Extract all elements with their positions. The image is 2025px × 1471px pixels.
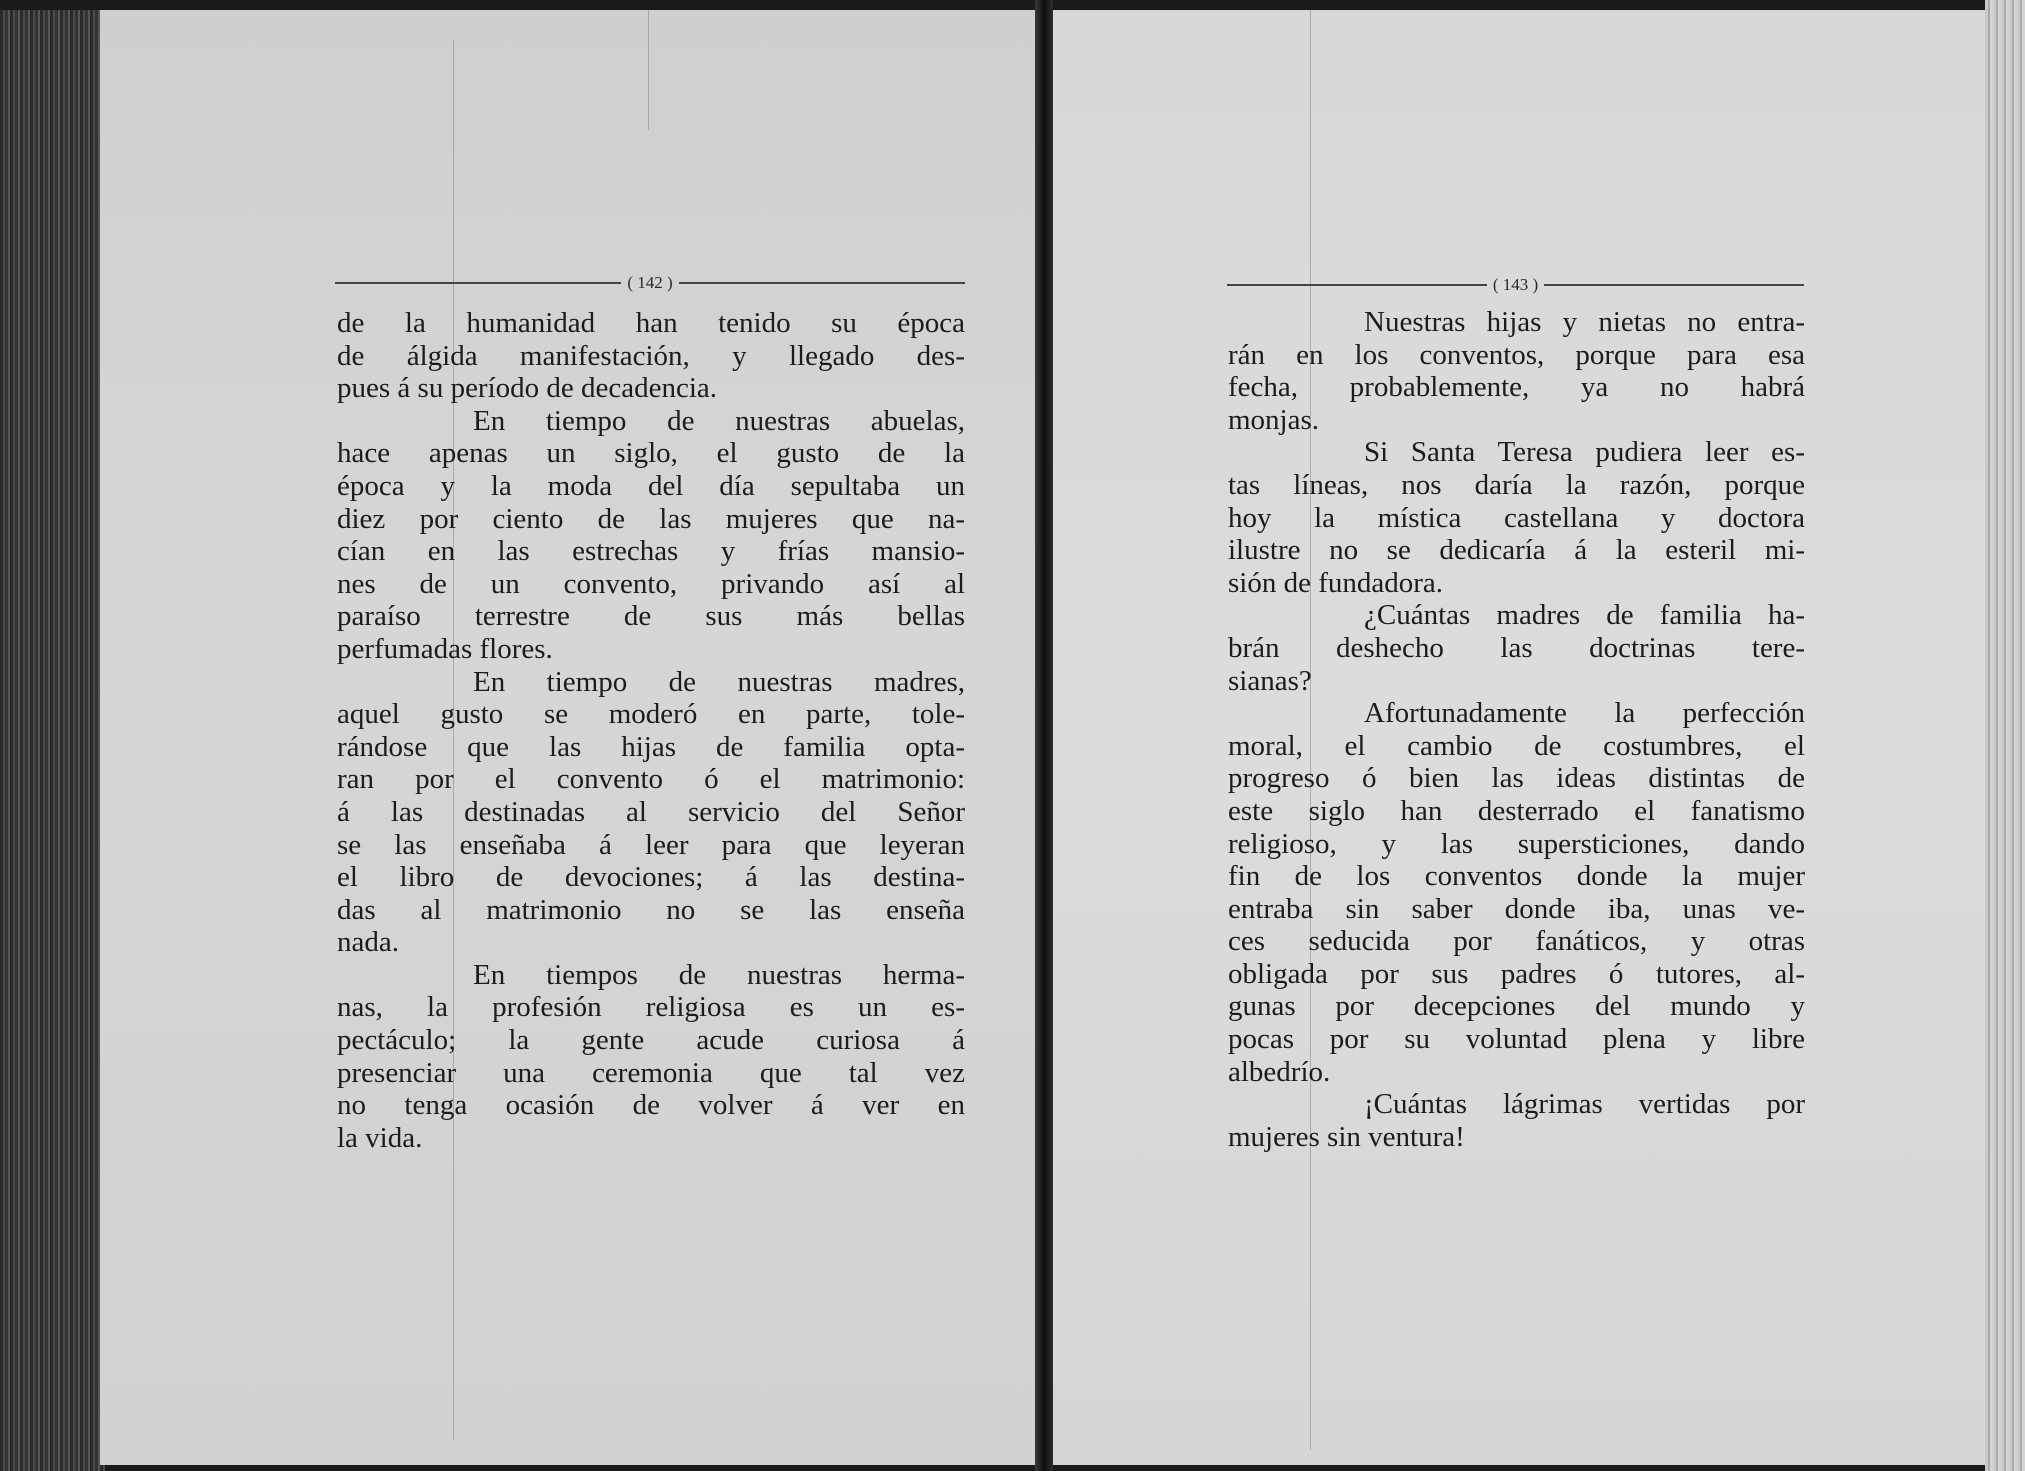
text-line: En tiempo de nuestras abuelas,	[473, 404, 965, 437]
text-line: ilustre no se dedicaría á la esteril mi-	[1228, 534, 1805, 567]
text-line: En tiempos de nuestras herma-	[473, 958, 965, 991]
text-line: el libro de devociones; á las destina-	[337, 861, 965, 894]
text-line: fecha, probablemente, ya no habrá	[1228, 371, 1805, 404]
text-line: Nuestras hijas y nietas no entra-	[1364, 306, 1805, 338]
book-gutter	[1035, 0, 1053, 1471]
right-page-body	[1228, 306, 1805, 1153]
page-number: ( 142 )	[627, 273, 673, 292]
right-page-header	[1227, 270, 1804, 300]
text-line: pues á su período de decadencia.	[337, 372, 718, 405]
text-line: perfumadas flores.	[337, 632, 553, 665]
text-line: pectáculo; la gente acude curiosa á	[337, 1024, 965, 1057]
page-number: ( 143 )	[1492, 275, 1539, 294]
text-line: de la humanidad han tenido su época	[337, 307, 965, 339]
text-line: aquel gusto se moderó en parte, tole-	[337, 698, 965, 731]
right-page	[1053, 10, 1988, 1465]
left-page	[100, 10, 1035, 1465]
header-rule-right	[679, 282, 965, 284]
text-line: presenciar una ceremonia que tal vez	[337, 1056, 965, 1089]
text-line: mujeres sin ventura!	[1228, 1120, 1465, 1153]
text-line: religioso, y las supersticiones, dando	[1228, 827, 1805, 860]
left-page-body	[337, 307, 965, 1154]
text-line: sianas?	[1228, 664, 1312, 697]
book-edge-left	[0, 10, 105, 1471]
text-line: gunas por decepciones del mundo y	[1228, 990, 1805, 1023]
text-line: progreso ó bien las ideas distintas de	[1228, 762, 1805, 795]
text-line: rán en los conventos, porque para esa	[1228, 338, 1805, 371]
text-line: época y la moda del día sepultaba un	[337, 469, 965, 502]
text-line: albedrío.	[1228, 1055, 1331, 1088]
text-line: brán deshecho las doctrinas tere-	[1228, 631, 1805, 664]
text-line: das al matrimonio no se las enseña	[337, 893, 965, 926]
text-line: hoy la mística castellana y doctora	[1228, 501, 1805, 534]
text-line: entraba sin saber donde iba, unas ve-	[1228, 892, 1805, 925]
text-line: se las enseñaba á leer para que leyeran	[337, 828, 965, 861]
text-line: de álgida manifestación, y llegado des-	[337, 339, 965, 372]
text-line: hace apenas un siglo, el gusto de la	[337, 437, 965, 470]
text-line: cían en las estrechas y frías mansio-	[337, 535, 965, 568]
text-line: la vida.	[337, 1121, 423, 1154]
left-page-header	[335, 268, 965, 298]
text-line: rándose que las hijas de familia opta-	[337, 730, 965, 763]
text-line: moral, el cambio de costumbres, el	[1228, 729, 1805, 762]
header-rule-left	[335, 282, 621, 284]
text-line: En tiempo de nuestras madres,	[473, 665, 965, 698]
text-line: no tenga ocasión de volver á ver en	[337, 1089, 965, 1122]
text-line: á las destinadas al servicio del Señor	[337, 795, 965, 828]
text-line: ¡Cuántas lágrimas vertidas por	[1364, 1088, 1805, 1121]
text-line: nada.	[337, 926, 399, 959]
text-line: tas líneas, nos daría la razón, porque	[1228, 468, 1805, 501]
text-line: Si Santa Teresa pudiera leer es-	[1364, 436, 1805, 469]
text-line: pocas por su voluntad plena y libre	[1228, 1023, 1805, 1056]
text-line: ces seducida por fanáticos, y otras	[1228, 925, 1805, 958]
text-line: ¿Cuántas madres de familia ha-	[1364, 599, 1805, 632]
header-rule-left	[1227, 284, 1487, 286]
text-line: nes de un convento, privando así al	[337, 567, 965, 600]
text-line: obligada por sus padres ó tutores, al-	[1228, 957, 1805, 990]
text-line: sión de fundadora.	[1228, 566, 1444, 599]
text-line: Afortunadamente la perfección	[1364, 697, 1805, 730]
text-line: fin de los conventos donde la mujer	[1228, 860, 1805, 893]
text-line: ran por el convento ó el matrimonio:	[337, 763, 965, 796]
paper-fold-line	[648, 10, 649, 130]
text-line: paraíso terrestre de sus más bellas	[337, 600, 965, 633]
text-line: diez por ciento de las mujeres que na-	[337, 502, 965, 535]
text-line: monjas.	[1228, 403, 1320, 436]
book-edge-right	[1985, 0, 2025, 1471]
header-rule-right	[1544, 284, 1804, 286]
text-line: nas, la profesión religiosa es un es-	[337, 991, 965, 1024]
text-line: este siglo han desterrado el fanatismo	[1228, 794, 1805, 827]
